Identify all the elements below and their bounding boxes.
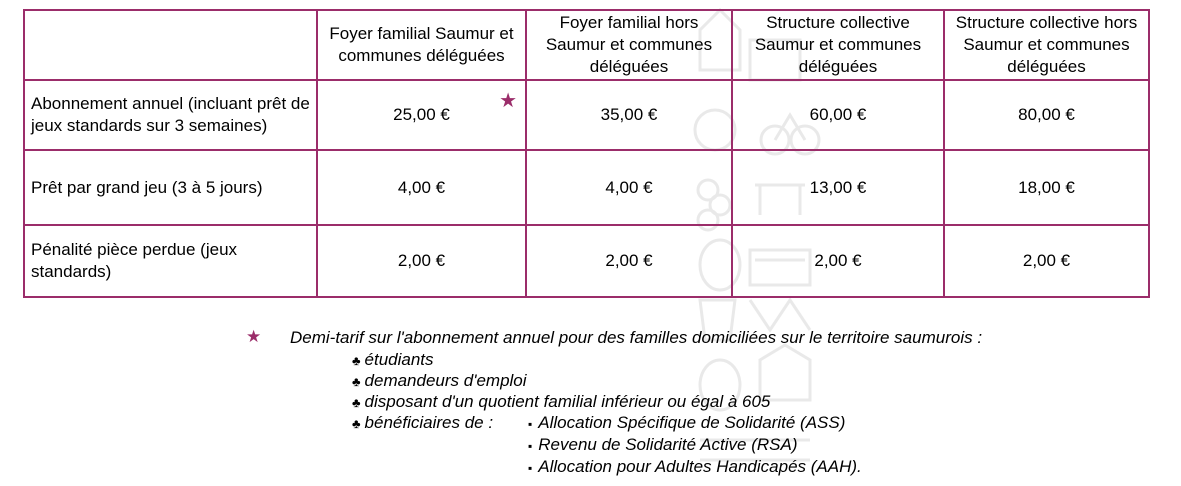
square-bullet-icon: ▪ [528,417,533,431]
header-structure-saumur: Structure collective Saumur et communes déléguées [732,10,944,80]
price-value: 25,00 € [393,105,450,124]
sub-list-item-text: Allocation pour Adultes Handicapés (AAH). [538,457,862,476]
clover-bullet-icon: ♣ [352,395,361,410]
list-item [352,349,434,371]
header-foyer-saumur: Foyer familial Saumur et communes déléguées [317,10,526,80]
clover-bullet-icon: ♣ [352,416,361,431]
list-item-text: bénéficiaires de : [364,413,494,432]
sub-list-item [528,434,797,457]
price-cell: 2,00 € [317,225,526,297]
header-empty-cell [24,10,317,80]
price-cell: 13,00 € [732,150,944,225]
row-label-pret-grand-jeu: Prêt par grand jeu (3 à 5 jours) [24,150,317,225]
footnote-main-text: Demi-tarif sur l'abonnement annuel pour des familles domiciliées sur le territoire saumurois : [290,328,983,347]
price-cell: 35,00 € [526,80,732,150]
sub-list-item [528,456,862,479]
price-cell: 4,00 € [526,150,732,225]
price-cell: 4,00 € [317,150,526,225]
square-bullet-icon: ▪ [528,439,533,453]
price-cell: 2,00 € [732,225,944,297]
sub-list-item-text: Revenu de Solidarité Active (RSA) [538,435,798,454]
list-item [352,391,770,413]
square-bullet-icon: ▪ [528,461,533,475]
list-item [352,412,493,434]
table-header-row [24,10,1149,80]
price-cell: 18,00 € [944,150,1149,225]
star-icon: ★ [499,90,517,112]
clover-bullet-icon: ♣ [352,353,361,368]
pricing-table [23,9,1150,298]
table-row [24,225,1149,297]
list-item-text: disposant d'un quotient familial inférieur ou égal à 605 [364,392,771,411]
price-cell: 80,00 € [944,80,1149,150]
header-structure-hors-saumur: Structure collective hors Saumur et communes déléguées [944,10,1149,80]
price-cell: 60,00 € [732,80,944,150]
footnote-star-icon: ★ [246,327,262,346]
price-cell: 2,00 € [944,225,1149,297]
row-label-penalite: Pénalité pièce perdue (jeux standards) [24,225,317,297]
list-item [352,370,527,392]
list-item-text: demandeurs d'emploi [364,371,527,390]
sub-list-item [528,412,845,435]
table-row [24,80,1149,150]
price-cell [317,80,526,150]
row-label-abonnement: Abonnement annuel (incluant prêt de jeux standards sur 3 semaines) [24,80,317,150]
price-cell: 2,00 € [526,225,732,297]
list-item-text: étudiants [364,350,434,369]
sub-list-item-text: Allocation Spécifique de Solidarité (ASS) [538,413,846,432]
header-foyer-hors-saumur: Foyer familial hors Saumur et communes déléguées [526,10,732,80]
table-row [24,150,1149,225]
clover-bullet-icon: ♣ [352,374,361,389]
